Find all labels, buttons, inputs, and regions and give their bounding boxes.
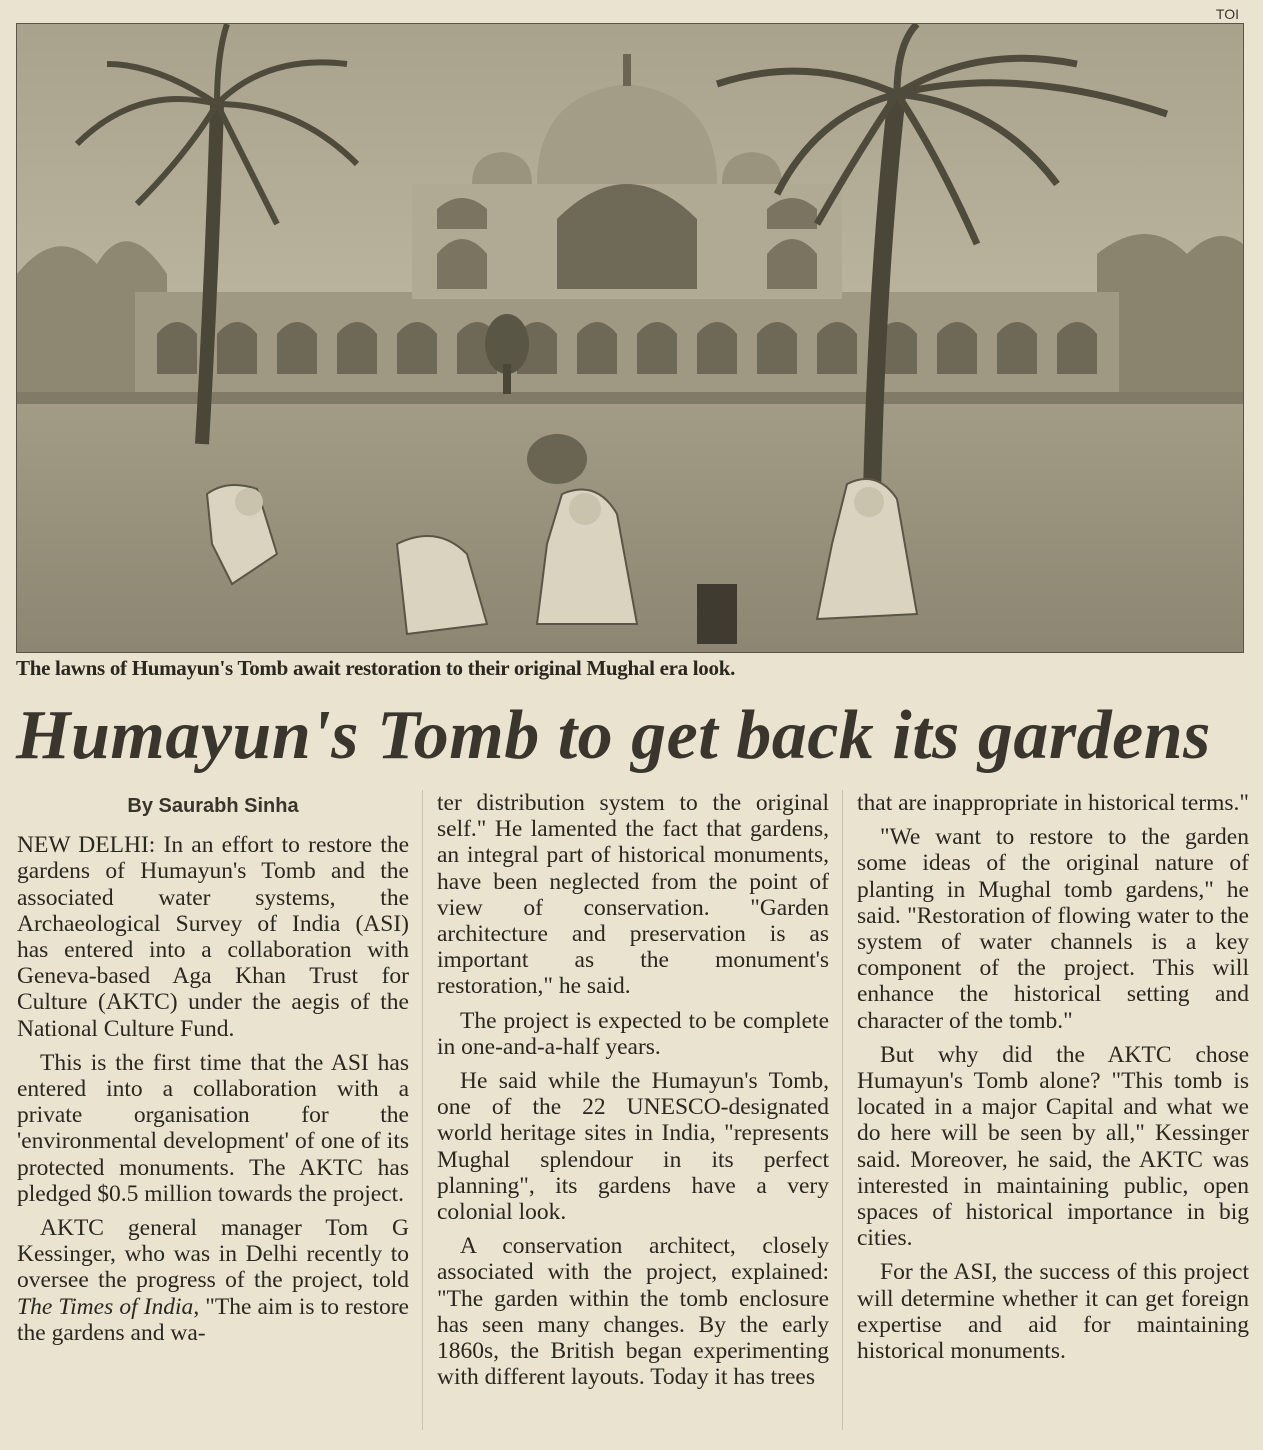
paragraph: ter distribution system to the original self." He lamented the fact that gardens, an integral part of historical monuments, have been neglected from the point of view of conservation. "Garden architecture and preservation is as important as the monument's restoration," he said. — [437, 790, 829, 1000]
column-divider — [842, 790, 843, 1430]
humayuns-tomb-photo — [17, 24, 1243, 652]
paragraph: "We want to restore to the garden some ideas of the original nature of planting in Mughal tomb gardens," he said. "Restoration of flowing water to the system of water channels is a key component of the project. This will enhance the historical setting and character of the tomb." — [857, 824, 1249, 1034]
column-divider — [422, 790, 423, 1430]
paragraph: He said while the Humayun's Tomb, one of the 22 UNESCO-designated world heritage sites in India, "represents Mughal splendour in its perfect planning", its gardens have a very colonial look. — [437, 1068, 829, 1226]
paragraph — [17, 1215, 409, 1346]
paragraph: This is the first time that the ASI has entered into a collaboration with a private organisation for the 'environmental development' of one of its protected monuments. The AKTC has pledged $0.5 million towards the project. — [17, 1049, 409, 1207]
paragraph-text: , "The aim is to restore the gardens and wa- — [17, 1293, 409, 1346]
paragraph: A conservation architect, closely associated with the project, explained: "The garden within the tomb enclosure has seen many changes. By the early 1860s, the British began experimenting with different layouts. Today it has trees — [437, 1233, 829, 1391]
article-photo — [16, 23, 1244, 653]
paragraph: that are inappropriate in historical terms." — [857, 790, 1249, 816]
paragraph: But why did the AKTC chose Humayun's Tomb alone? "This tomb is located in a major Capital and what we do here will be seen by all," Kessinger said. Moreover, he said, the AKTC was interested in maintaining public, open spaces of historical importance in big cities. — [857, 1041, 1249, 1252]
article-column-3 — [857, 790, 1249, 1372]
paragraph-text: AKTC general manager Tom G Kessinger, who was in Delhi recently to oversee the progress of the project, told — [17, 1215, 409, 1294]
byline: By Saurabh Sinha — [127, 795, 299, 817]
article-column-2 — [437, 790, 829, 1398]
source-credit: TOI — [1215, 6, 1239, 22]
paragraph: NEW DELHI: In an effort to restore the gardens of Humayun's Tomb and the associated water systems, the Archaeological Survey of India (ASI) has entered into a collaboration with Geneva-based Aga Khan Trust for Culture (AKTC) under the aegis of the National Culture Fund. — [17, 832, 409, 1042]
photo-caption: The lawns of Humayun's Tomb await restoration to their original Mughal era look. — [16, 656, 736, 680]
paragraph: The project is expected to be complete in one-and-a-half years. — [437, 1007, 829, 1060]
article-headline: Humayun's Tomb to get back its gardens — [16, 697, 1211, 774]
article-column-1 — [17, 790, 409, 1354]
paragraph: For the ASI, the success of this project will determine whether it can get foreign expertise and aid for maintaining historical monuments. — [857, 1259, 1249, 1365]
publication-name: The Times of India — [17, 1293, 194, 1320]
